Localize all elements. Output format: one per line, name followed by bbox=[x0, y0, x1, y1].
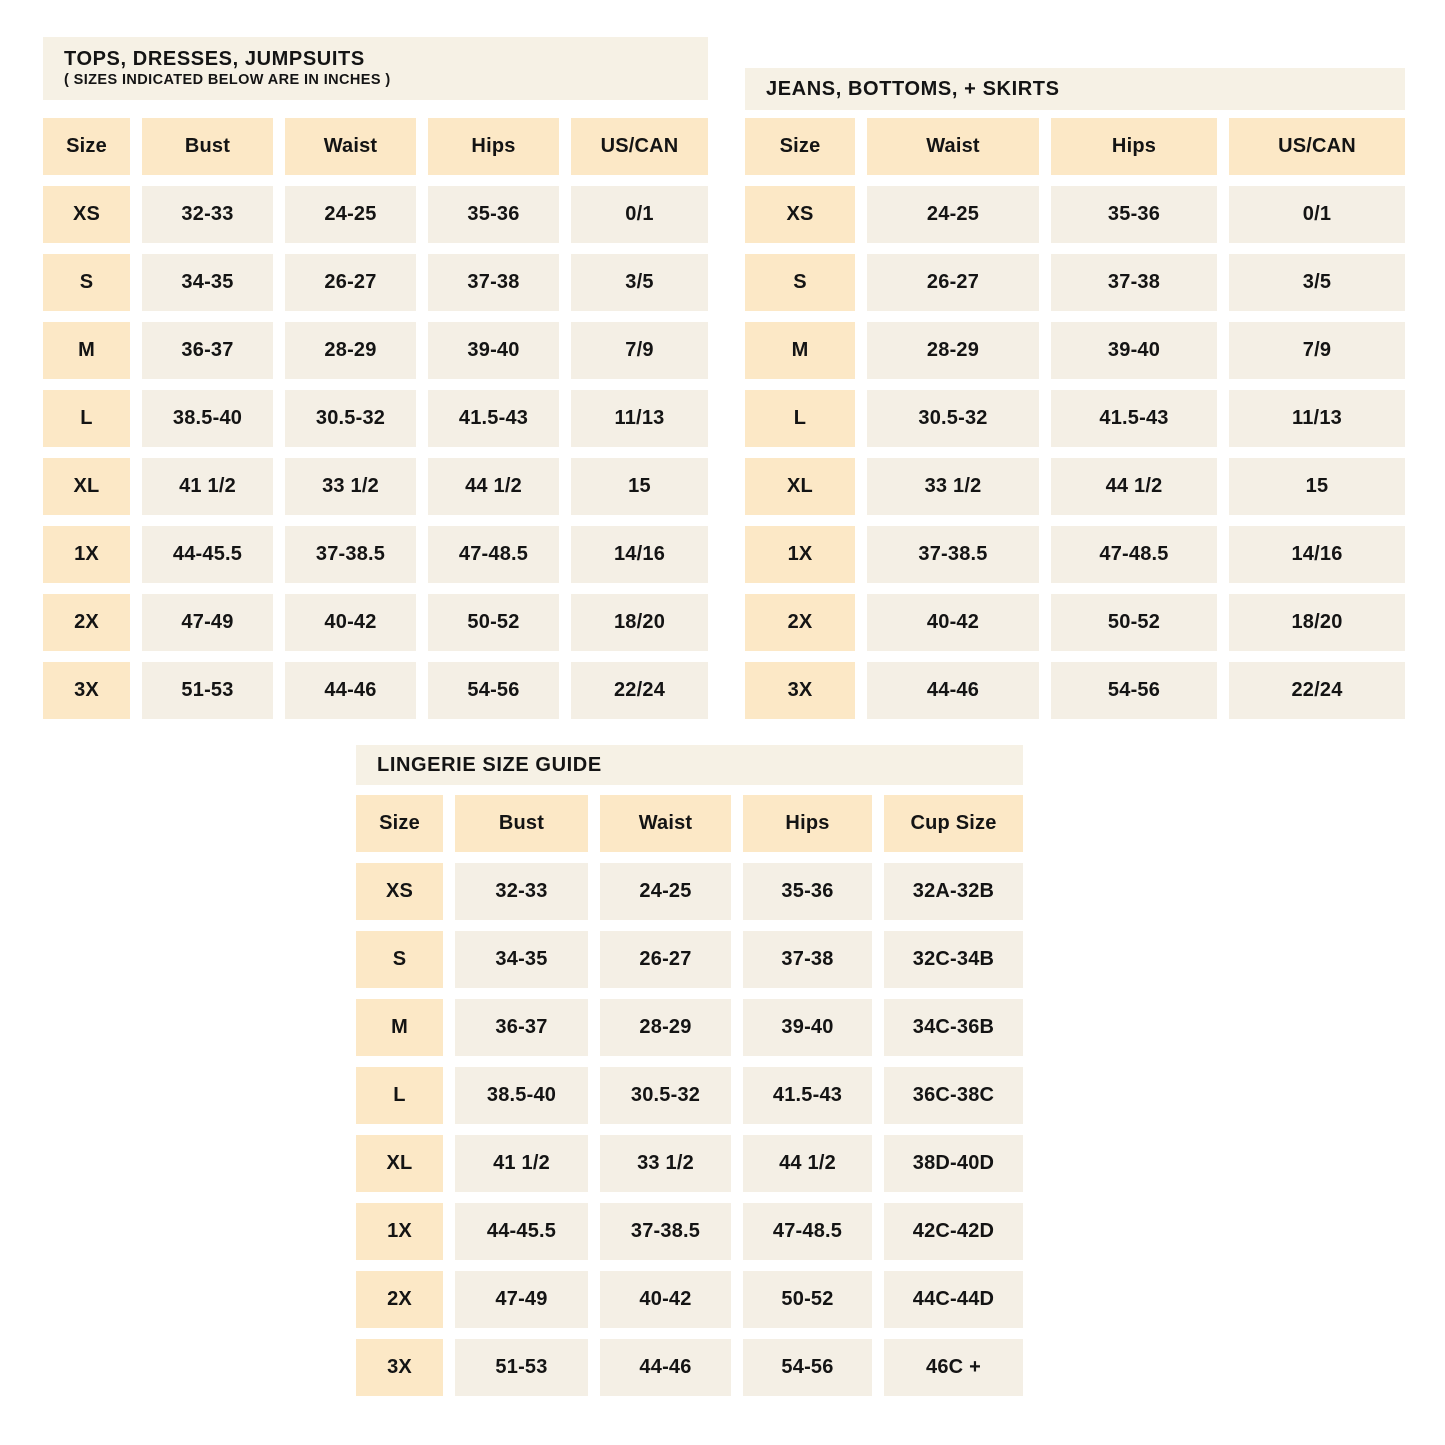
tops-table-grid bbox=[43, 118, 708, 719]
measurement-cell: 18/20 bbox=[1229, 594, 1405, 651]
measurement-cell: 34-35 bbox=[455, 931, 588, 988]
measurement-cell: 44-46 bbox=[600, 1339, 731, 1396]
size-label-cell: M bbox=[43, 322, 130, 379]
measurement-cell: 28-29 bbox=[600, 999, 731, 1056]
measurement-cell: 46C + bbox=[884, 1339, 1023, 1396]
measurement-cell: 40-42 bbox=[867, 594, 1039, 651]
size-label-cell: 3X bbox=[745, 662, 855, 719]
measurement-cell: 11/13 bbox=[571, 390, 708, 447]
measurement-cell: 36-37 bbox=[455, 999, 588, 1056]
measurement-cell: 38D-40D bbox=[884, 1135, 1023, 1192]
lingerie-size-guide-table bbox=[356, 745, 1023, 1396]
tops-table-title-block bbox=[43, 37, 708, 100]
measurement-cell: 39-40 bbox=[1051, 322, 1217, 379]
size-label-cell: S bbox=[43, 254, 130, 311]
measurement-cell: 37-38 bbox=[743, 931, 872, 988]
tops-dresses-jumpsuits-table bbox=[43, 37, 708, 719]
measurement-cell: 41.5-43 bbox=[428, 390, 559, 447]
size-label-cell: 2X bbox=[356, 1271, 443, 1328]
measurement-cell: 22/24 bbox=[571, 662, 708, 719]
measurement-cell: 15 bbox=[571, 458, 708, 515]
measurement-cell: 30.5-32 bbox=[600, 1067, 731, 1124]
column-header-hips: Hips bbox=[743, 795, 872, 852]
measurement-cell: 38.5-40 bbox=[142, 390, 273, 447]
measurement-cell: 44C-44D bbox=[884, 1271, 1023, 1328]
measurement-cell: 14/16 bbox=[1229, 526, 1405, 583]
size-label-cell: 1X bbox=[356, 1203, 443, 1260]
column-header-waist: Waist bbox=[600, 795, 731, 852]
measurement-cell: 26-27 bbox=[285, 254, 416, 311]
measurement-cell: 35-36 bbox=[1051, 186, 1217, 243]
measurement-cell: 36-37 bbox=[142, 322, 273, 379]
measurement-cell: 3/5 bbox=[1229, 254, 1405, 311]
measurement-cell: 44 1/2 bbox=[428, 458, 559, 515]
measurement-cell: 47-49 bbox=[142, 594, 273, 651]
measurement-cell: 37-38 bbox=[1051, 254, 1217, 311]
measurement-cell: 51-53 bbox=[142, 662, 273, 719]
measurement-cell: 38.5-40 bbox=[455, 1067, 588, 1124]
measurement-cell: 33 1/2 bbox=[600, 1135, 731, 1192]
measurement-cell: 26-27 bbox=[600, 931, 731, 988]
measurement-cell: 33 1/2 bbox=[285, 458, 416, 515]
column-header-cup-size: Cup Size bbox=[884, 795, 1023, 852]
lingerie-table-title: LINGERIE SIZE GUIDE bbox=[377, 754, 602, 776]
measurement-cell: 54-56 bbox=[743, 1339, 872, 1396]
measurement-cell: 50-52 bbox=[743, 1271, 872, 1328]
measurement-cell: 54-56 bbox=[428, 662, 559, 719]
measurement-cell: 26-27 bbox=[867, 254, 1039, 311]
measurement-cell: 30.5-32 bbox=[867, 390, 1039, 447]
measurement-cell: 30.5-32 bbox=[285, 390, 416, 447]
measurement-cell: 28-29 bbox=[285, 322, 416, 379]
measurement-cell: 39-40 bbox=[743, 999, 872, 1056]
measurement-cell: 47-48.5 bbox=[743, 1203, 872, 1260]
column-header-hips: Hips bbox=[428, 118, 559, 175]
measurement-cell: 50-52 bbox=[428, 594, 559, 651]
measurement-cell: 35-36 bbox=[428, 186, 559, 243]
size-label-cell: M bbox=[745, 322, 855, 379]
measurement-cell: 42C-42D bbox=[884, 1203, 1023, 1260]
measurement-cell: 15 bbox=[1229, 458, 1405, 515]
measurement-cell: 37-38.5 bbox=[867, 526, 1039, 583]
measurement-cell: 44-45.5 bbox=[455, 1203, 588, 1260]
column-header-bust: Bust bbox=[142, 118, 273, 175]
measurement-cell: 40-42 bbox=[285, 594, 416, 651]
measurement-cell: 40-42 bbox=[600, 1271, 731, 1328]
measurement-cell: 35-36 bbox=[743, 863, 872, 920]
measurement-cell: 41 1/2 bbox=[455, 1135, 588, 1192]
measurement-cell: 24-25 bbox=[285, 186, 416, 243]
column-header-us-can: US/CAN bbox=[571, 118, 708, 175]
jeans-table-title: JEANS, BOTTOMS, + SKIRTS bbox=[766, 78, 1060, 100]
measurement-cell: 32-33 bbox=[142, 186, 273, 243]
column-header-size: Size bbox=[745, 118, 855, 175]
measurement-cell: 0/1 bbox=[571, 186, 708, 243]
measurement-cell: 41 1/2 bbox=[142, 458, 273, 515]
tops-table-subtitle: ( SIZES INDICATED BELOW ARE IN INCHES ) bbox=[64, 72, 391, 89]
column-header-bust: Bust bbox=[455, 795, 588, 852]
measurement-cell: 37-38.5 bbox=[600, 1203, 731, 1260]
measurement-cell: 36C-38C bbox=[884, 1067, 1023, 1124]
size-label-cell: M bbox=[356, 999, 443, 1056]
lingerie-table-title-block bbox=[356, 745, 1023, 785]
measurement-cell: 7/9 bbox=[571, 322, 708, 379]
size-label-cell: 2X bbox=[43, 594, 130, 651]
measurement-cell: 14/16 bbox=[571, 526, 708, 583]
measurement-cell: 33 1/2 bbox=[867, 458, 1039, 515]
measurement-cell: 32-33 bbox=[455, 863, 588, 920]
measurement-cell: 44-46 bbox=[867, 662, 1039, 719]
size-label-cell: 1X bbox=[745, 526, 855, 583]
column-header-waist: Waist bbox=[867, 118, 1039, 175]
measurement-cell: 37-38.5 bbox=[285, 526, 416, 583]
measurement-cell: 44 1/2 bbox=[743, 1135, 872, 1192]
measurement-cell: 47-48.5 bbox=[428, 526, 559, 583]
size-label-cell: 3X bbox=[43, 662, 130, 719]
jeans-table-grid bbox=[745, 118, 1405, 719]
jeans-bottoms-skirts-table bbox=[745, 68, 1405, 719]
measurement-cell: 41.5-43 bbox=[1051, 390, 1217, 447]
column-header-us-can: US/CAN bbox=[1229, 118, 1405, 175]
column-header-hips: Hips bbox=[1051, 118, 1217, 175]
tops-table-title: TOPS, DRESSES, JUMPSUITS bbox=[64, 48, 365, 71]
measurement-cell: 22/24 bbox=[1229, 662, 1405, 719]
measurement-cell: 34C-36B bbox=[884, 999, 1023, 1056]
measurement-cell: 44-46 bbox=[285, 662, 416, 719]
size-label-cell: 1X bbox=[43, 526, 130, 583]
size-label-cell: XS bbox=[356, 863, 443, 920]
measurement-cell: 54-56 bbox=[1051, 662, 1217, 719]
size-label-cell: XS bbox=[43, 186, 130, 243]
measurement-cell: 32A-32B bbox=[884, 863, 1023, 920]
measurement-cell: 0/1 bbox=[1229, 186, 1405, 243]
size-label-cell: XL bbox=[356, 1135, 443, 1192]
size-label-cell: 3X bbox=[356, 1339, 443, 1396]
measurement-cell: 32C-34B bbox=[884, 931, 1023, 988]
size-label-cell: L bbox=[356, 1067, 443, 1124]
lingerie-table-grid bbox=[356, 795, 1023, 1396]
measurement-cell: 3/5 bbox=[571, 254, 708, 311]
measurement-cell: 24-25 bbox=[867, 186, 1039, 243]
measurement-cell: 47-48.5 bbox=[1051, 526, 1217, 583]
size-label-cell: L bbox=[43, 390, 130, 447]
jeans-table-title-block bbox=[745, 68, 1405, 110]
size-label-cell: L bbox=[745, 390, 855, 447]
column-header-size: Size bbox=[43, 118, 130, 175]
measurement-cell: 24-25 bbox=[600, 863, 731, 920]
measurement-cell: 37-38 bbox=[428, 254, 559, 311]
measurement-cell: 7/9 bbox=[1229, 322, 1405, 379]
measurement-cell: 18/20 bbox=[571, 594, 708, 651]
size-label-cell: S bbox=[356, 931, 443, 988]
column-header-size: Size bbox=[356, 795, 443, 852]
measurement-cell: 47-49 bbox=[455, 1271, 588, 1328]
measurement-cell: 11/13 bbox=[1229, 390, 1405, 447]
measurement-cell: 51-53 bbox=[455, 1339, 588, 1396]
measurement-cell: 44-45.5 bbox=[142, 526, 273, 583]
size-label-cell: S bbox=[745, 254, 855, 311]
measurement-cell: 39-40 bbox=[428, 322, 559, 379]
measurement-cell: 50-52 bbox=[1051, 594, 1217, 651]
column-header-waist: Waist bbox=[285, 118, 416, 175]
size-label-cell: XS bbox=[745, 186, 855, 243]
size-label-cell: XL bbox=[43, 458, 130, 515]
measurement-cell: 41.5-43 bbox=[743, 1067, 872, 1124]
measurement-cell: 44 1/2 bbox=[1051, 458, 1217, 515]
measurement-cell: 28-29 bbox=[867, 322, 1039, 379]
size-label-cell: 2X bbox=[745, 594, 855, 651]
size-label-cell: XL bbox=[745, 458, 855, 515]
measurement-cell: 34-35 bbox=[142, 254, 273, 311]
